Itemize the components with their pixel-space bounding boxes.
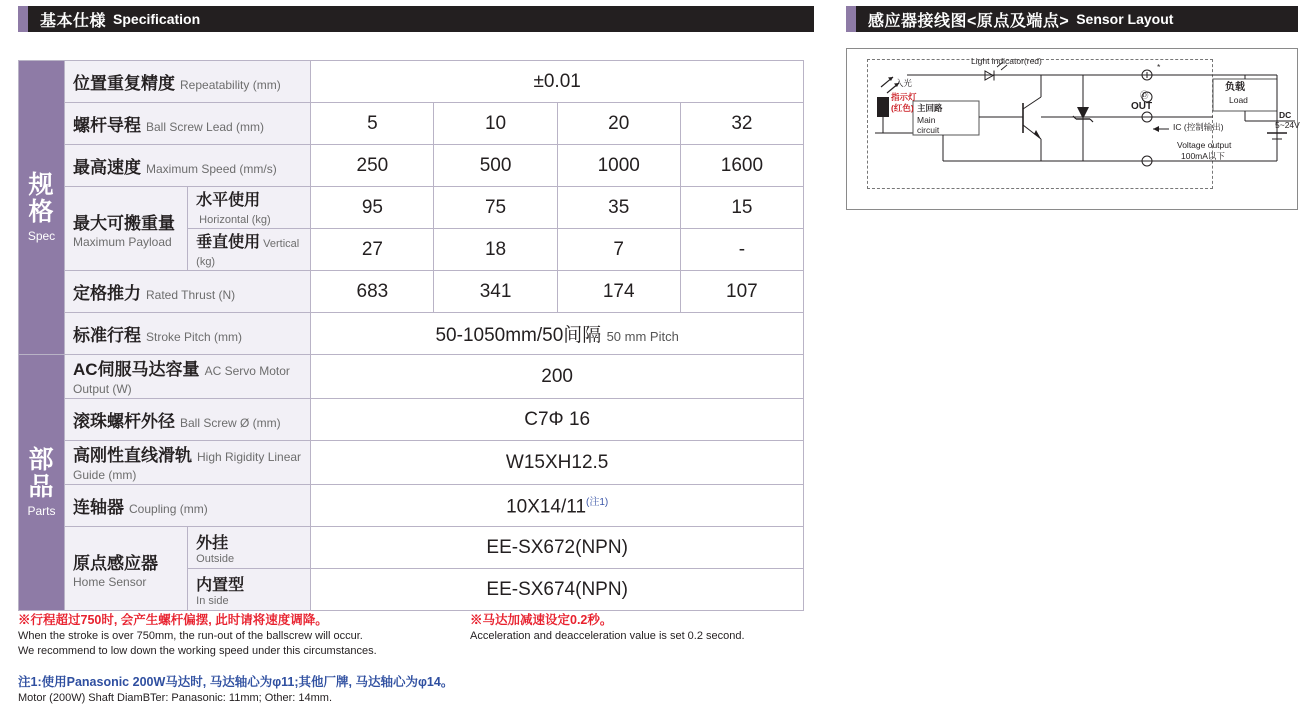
row-label-en: Rated Thrust (N) [146, 288, 236, 302]
sensor-schematic-svg [847, 49, 1299, 211]
sensor-header-accent [846, 6, 856, 32]
row-label-home-sensor [65, 527, 188, 611]
sublabel-en: In side [196, 595, 229, 607]
dc-label: DC [1279, 110, 1292, 120]
cell-horizontal-3: 35 [557, 187, 680, 229]
main-circuit-label-en-1: Main [917, 115, 936, 125]
cell-vertical-2: 18 [434, 229, 557, 271]
light-label-cn: 入光 [895, 78, 913, 88]
sublabel-cn: 水平使用 [196, 192, 261, 209]
table-row [19, 441, 804, 485]
sublabel-en: Outside [196, 553, 235, 565]
row-label-en: Maximum Payload [73, 234, 172, 249]
sensor-section-header [846, 6, 1298, 32]
footnote-stroke-cn: ※行程超过750时, 会产生螺杆偏摆, 此时请将速度调降。 [18, 613, 328, 627]
row-label-en: Repeatability (mm) [180, 78, 281, 92]
row-sublabel-outside [188, 527, 311, 569]
cell-vertical-1: 27 [311, 229, 434, 271]
cell-thrust-1: 683 [311, 271, 434, 313]
specification-table [18, 60, 804, 611]
side-group-parts [19, 355, 65, 611]
side-group-spec [19, 61, 65, 355]
row-label-en: AC Servo Motor Output (W) [73, 364, 290, 396]
table-row [19, 61, 804, 103]
footnote-acceleration [470, 612, 840, 644]
row-label-cn: 高刚性直线滑轨 [73, 446, 192, 465]
spec-header-bar [28, 6, 814, 32]
spec-section-header [18, 6, 814, 32]
row-label-cn: AC伺服马达容量 [73, 360, 200, 379]
footnote-stroke [18, 612, 458, 660]
cell-thrust-3: 174 [557, 271, 680, 313]
row-label-cn: 最高速度 [73, 158, 141, 177]
indicator-label-cn-2: (红色) [891, 103, 914, 113]
table-row [19, 399, 804, 441]
row-label-en: High Rigidity Linear Guide (mm) [73, 450, 302, 482]
row-label-en: Coupling (mm) [129, 502, 208, 516]
row-label-cn: 标准行程 [73, 326, 141, 345]
cell-speed-4: 1600 [680, 145, 803, 187]
row-value-linear-guide: W15XH12.5 [311, 441, 804, 485]
row-value-coupling [311, 485, 804, 527]
row-label-cn: 位置重复精度 [73, 74, 175, 93]
sensor-wiring-diagram [846, 48, 1298, 210]
row-label-repeatability [65, 61, 311, 103]
row-value-home-sensor-inside: EE-SX674(NPN) [311, 569, 804, 611]
table-row [19, 187, 804, 229]
row-value-home-sensor-outside: EE-SX672(NPN) [311, 527, 804, 569]
row-label-maximum-speed [65, 145, 311, 187]
cell-speed-1: 250 [311, 145, 434, 187]
side-group-parts-cn: 部品 [28, 446, 55, 501]
row-label-cn: 最大可搬重量 [73, 213, 175, 233]
voltage-output-label: Voltage output [1177, 140, 1232, 150]
table-row [19, 103, 804, 145]
row-label-cn: 连轴器 [73, 498, 124, 517]
terminal-d-label: Ⓓ [1140, 90, 1149, 100]
row-label-coupling [65, 485, 311, 527]
row-label-en: Home Sensor [73, 574, 147, 589]
cell-lead-1: 5 [311, 103, 434, 145]
sensor-header-bar [856, 6, 1298, 32]
coupling-footnote-mark: (注1) [586, 496, 609, 508]
row-sublabel-vertical [188, 229, 311, 271]
cell-lead-2: 10 [434, 103, 557, 145]
side-group-parts-en: Parts [27, 503, 56, 518]
row-label-en: Ball Screw Ø (mm) [180, 416, 281, 430]
row-value-stroke-pitch [311, 313, 804, 355]
side-group-spec-cn: 规格 [28, 171, 55, 226]
row-sublabel-inside [188, 569, 311, 611]
spec-header-accent [18, 6, 28, 32]
row-value-ball-screw-diameter: C7Φ 16 [311, 399, 804, 441]
row-label-cn: 定格推力 [73, 284, 141, 303]
sensor-header-title-cn: 感应器接线图<原点及端点> [868, 12, 1070, 30]
table-row [19, 145, 804, 187]
row-label-cn: 滚珠螺杆外径 [73, 412, 175, 431]
load-label-en: Load [1229, 95, 1248, 105]
stroke-pitch-sub: 50 mm Pitch [606, 329, 679, 344]
row-label-en: Stroke Pitch (mm) [146, 330, 243, 344]
cell-thrust-2: 341 [434, 271, 557, 313]
cell-horizontal-4: 15 [680, 187, 803, 229]
cell-speed-3: 1000 [557, 145, 680, 187]
row-label-cn: 螺杆导程 [73, 116, 141, 135]
table-row [19, 355, 804, 399]
row-label-cn: 原点感应器 [73, 553, 158, 573]
sublabel-cn: 垂直使用 [196, 234, 261, 251]
row-label-en: Maximum Speed (mm/s) [146, 162, 277, 176]
out-terminal-label: OUT [1131, 101, 1153, 112]
cell-vertical-4: - [680, 229, 803, 271]
cell-speed-2: 500 [434, 145, 557, 187]
row-label-ball-screw-lead [65, 103, 311, 145]
row-label-linear-guide [65, 441, 311, 485]
row-label-ac-servo-motor-output [65, 355, 311, 399]
spec-header-title-en: Specification [113, 11, 201, 27]
footnote-motor-shaft-cn: 注1:使用Panasonic 200W马达时, 马达轴心为φ11;其他厂牌, 马达轴心为φ14。 [18, 675, 454, 689]
cell-thrust-4: 107 [680, 271, 803, 313]
sublabel-en: Vertical (kg) [196, 238, 300, 268]
sublabel-en: Horizontal (kg) [199, 214, 271, 226]
coupling-value: 10X14/11 [506, 496, 587, 518]
sublabel-cn: 外挂 [196, 535, 229, 552]
sensor-header-title-en: Sensor Layout [1076, 11, 1174, 27]
main-circuit-label-en-2: circuit [917, 125, 940, 135]
cell-horizontal-2: 75 [434, 187, 557, 229]
table-row [19, 485, 804, 527]
row-value-repeatability: ±0.01 [311, 61, 804, 103]
footnote-stroke-en-line2: We recommend to low down the working speed under this circumstances. [18, 645, 377, 658]
stroke-pitch-main: 50-1050mm/50间隔 [435, 325, 602, 346]
footnote-acceleration-en: Acceleration and deacceleration value is set 0.2 second. [470, 629, 745, 642]
row-label-stroke-pitch [65, 313, 311, 355]
footnote-motor-shaft-en: Motor (200W) Shaft DiamBTer: Panasonic: 11mm; Other: 14mm. [18, 691, 333, 704]
footnote-stroke-en-line1: When the stroke is over 750mm, the run-out of the ballscrew will occur. [18, 629, 363, 642]
cell-lead-3: 20 [557, 103, 680, 145]
row-sublabel-horizontal [188, 187, 311, 229]
light-indicator-label-en: Light indicator(red) [971, 56, 1042, 66]
side-group-spec-en: Spec [27, 228, 56, 243]
current-limit-label: 100mA以下 [1181, 151, 1225, 161]
main-circuit-label-cn: 主回路 [917, 103, 943, 113]
table-row [19, 271, 804, 313]
cell-lead-4: 32 [680, 103, 803, 145]
row-label-maximum-payload [65, 187, 188, 271]
ic-output-label: IC (控制输出) [1173, 122, 1224, 132]
sublabel-cn: 内置型 [196, 577, 245, 594]
footnote-acceleration-cn: ※马达加减速设定0.2秒。 [470, 613, 613, 627]
indicator-label-cn-1: 指示灯 [891, 92, 917, 102]
cell-horizontal-1: 95 [311, 187, 434, 229]
load-label-cn: 负载 [1225, 82, 1245, 93]
spec-header-title-cn: 基本仕様 [40, 12, 107, 30]
table-row [19, 527, 804, 569]
row-label-ball-screw-diameter [65, 399, 311, 441]
footnote-motor-shaft [18, 674, 618, 706]
table-row [19, 313, 804, 355]
row-label-en: Ball Screw Lead (mm) [146, 120, 265, 134]
row-value-ac-servo-motor-output: 200 [311, 355, 804, 399]
terminal-star-label: * [1157, 62, 1161, 72]
cell-vertical-3: 7 [557, 229, 680, 271]
dc-range-label: 5~24V [1275, 120, 1300, 130]
row-label-rated-thrust [65, 271, 311, 313]
